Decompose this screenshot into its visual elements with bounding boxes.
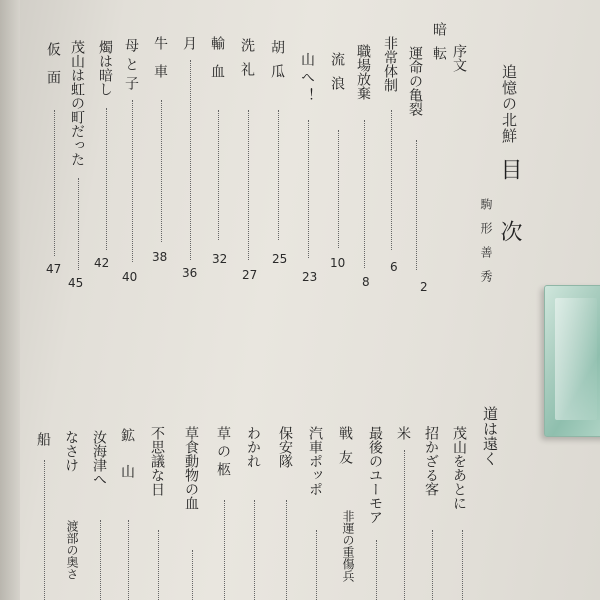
toc-entry: 茂山は虹の町だった — [69, 40, 85, 166]
toc-leader-dots — [106, 108, 107, 250]
toc-entry: 戦友 — [337, 426, 353, 474]
page-number: 47 — [46, 262, 62, 276]
book-title: 追憶の北鮮 — [500, 64, 518, 144]
toc-entry: 仮面 — [45, 42, 61, 98]
toc-entry: 茂山をあとに — [451, 426, 467, 510]
toc-entry: 山へ！ — [299, 52, 315, 106]
toc-leader-dots — [161, 100, 162, 242]
toc-entry: 米 — [395, 426, 411, 440]
author-name: 駒形善秀 — [479, 198, 493, 294]
page-number: 10 — [330, 256, 346, 270]
toc-leader-dots — [132, 100, 133, 262]
page-number: 8 — [362, 275, 370, 289]
toc-entry: 鉱山 — [119, 428, 135, 500]
toc-entry: 運命の亀裂 — [407, 46, 423, 116]
page-number: 2 — [420, 280, 428, 294]
toc-entry: 洗礼 — [239, 38, 255, 86]
toc-entry: 暗転 — [431, 22, 447, 70]
toc-leader-dots — [44, 460, 45, 600]
toc-entry: 流浪 — [329, 52, 345, 100]
toc-entry: 序文 — [451, 44, 467, 72]
toc-section-heading: 道は遠く — [481, 406, 499, 466]
toc-leader-dots — [404, 450, 405, 600]
page-number: 23 — [302, 270, 318, 284]
toc-leader-dots — [100, 520, 101, 600]
toc-leader-dots — [364, 120, 365, 268]
page-number: 38 — [152, 250, 168, 264]
page-number: 32 — [212, 252, 228, 266]
toc-entry: 最後のユーモア — [367, 426, 383, 524]
toc-entry: 草食動物の血 — [183, 426, 199, 510]
page-number: 25 — [272, 252, 288, 266]
toc-leader-dots — [338, 130, 339, 248]
toc-leader-dots — [286, 500, 287, 600]
page-gutter — [0, 0, 20, 600]
toc-entry: 不思議な日 — [149, 426, 165, 496]
toc-leader-dots — [391, 110, 392, 250]
toc-subentry: 非運の重傷兵 — [341, 510, 355, 582]
toc-entry: 保安隊 — [277, 426, 293, 468]
toc-leader-dots — [254, 500, 255, 600]
toc-leader-dots — [248, 110, 249, 260]
toc-leader-dots — [432, 530, 433, 600]
toc-leader-dots — [218, 110, 219, 240]
toc-entry: 母と子 — [123, 38, 139, 95]
toc-entry: 職場放棄 — [355, 44, 371, 100]
toc-leader-dots — [376, 540, 377, 600]
toc-leader-dots — [462, 530, 463, 600]
toc-entry: 草の柩 — [215, 426, 231, 480]
toc-entry: 燭は暗し — [97, 40, 113, 96]
toc-subentry: 渡部の奥さ — [65, 520, 79, 580]
toc-leader-dots — [278, 110, 279, 240]
toc-leader-dots — [128, 520, 129, 600]
toc-entry: 汽車ポッポ — [307, 426, 323, 496]
page-number: 40 — [122, 270, 138, 284]
toc-entry: 月 — [181, 36, 197, 50]
page-number: 42 — [94, 256, 110, 270]
page-number: 27 — [242, 268, 258, 282]
toc-leader-dots — [54, 110, 55, 256]
glass-paperweight — [544, 285, 600, 437]
toc-leader-dots — [416, 140, 417, 270]
toc-leader-dots — [190, 60, 191, 260]
toc-entry: 非常体制 — [382, 36, 398, 92]
page-number: 45 — [68, 276, 84, 290]
toc-entry: 輸血 — [209, 36, 225, 92]
page-number: 6 — [390, 260, 398, 274]
toc-entry: 胡瓜 — [269, 40, 285, 88]
toc-entry: なさけ — [63, 430, 79, 472]
toc-leader-dots — [158, 530, 159, 600]
toc-leader-dots — [316, 530, 317, 600]
page-number: 36 — [182, 266, 198, 280]
toc-entry: 船 — [35, 432, 51, 446]
toc-leader-dots — [224, 500, 225, 600]
toc-leader-dots — [308, 120, 309, 258]
toc-entry: わかれ — [245, 426, 261, 468]
toc-leader-dots — [192, 550, 193, 600]
toc-entry: 招かざる客 — [423, 426, 439, 496]
toc-leader-dots — [78, 178, 79, 270]
section-gap — [20, 352, 550, 402]
toc-entry: 汝海津へ — [91, 430, 107, 486]
toc-heading: 目次 — [497, 158, 522, 282]
toc-entry: 牛車 — [152, 36, 168, 92]
